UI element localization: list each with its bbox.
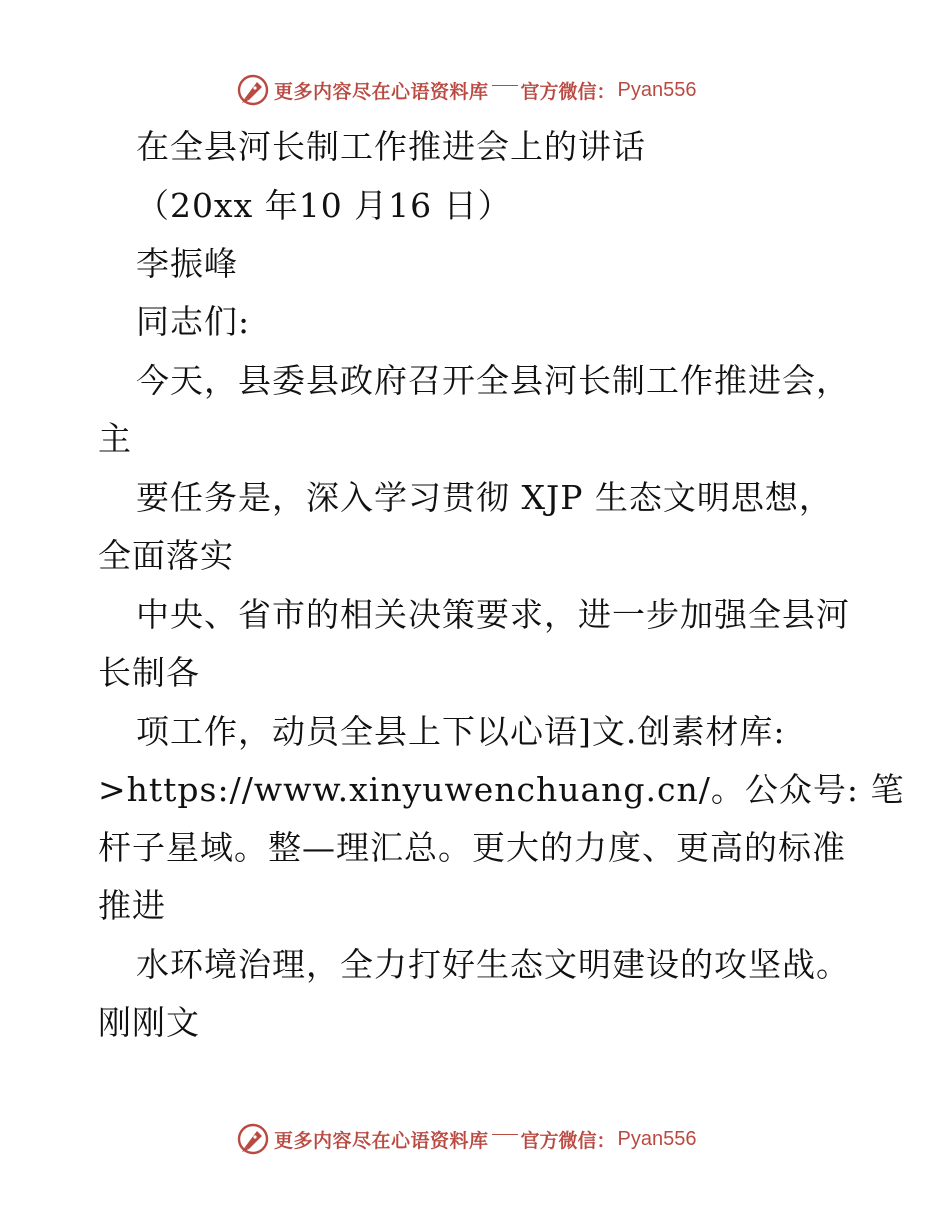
body-line: >https://www.xinyuwenchuang.cn/。公众号: 笔 (98, 770, 905, 809)
watermark-contact-label: 官方微信： (520, 80, 616, 103)
body-line: 要任务是，深入学习贯彻 XJP 生态文明思想， (136, 478, 833, 517)
body-line: 水环境治理，全力打好生态文明建设的攻坚战。 (136, 945, 850, 984)
document-date-text: （20xx 年10 月16 日） (136, 186, 512, 225)
body-line: 刚刚文 (98, 1003, 200, 1042)
watermark-dash (492, 85, 518, 86)
watermark-dash (492, 1134, 518, 1135)
body-line: 主 (98, 419, 132, 458)
body-line: 全面落实 (98, 536, 234, 575)
document-salutation: 同志们: (136, 302, 251, 341)
document-author: 李振峰 (136, 244, 238, 283)
watermark-contact-id: Pyan556 (617, 78, 697, 101)
watermark-banner-bottom (236, 1121, 697, 1157)
watermark-contact-id: Pyan556 (617, 1127, 697, 1150)
body-line: 推进 (98, 886, 166, 925)
watermark-banner-top (236, 72, 697, 108)
body-line: 长制各 (98, 653, 200, 692)
watermark-contact-label: 官方微信： (520, 1129, 616, 1152)
pen-nib-logo-icon (236, 1122, 270, 1156)
body-line: 项工作，动员全县上下以心语]文.创素材库: (136, 712, 786, 751)
document-title: 在全县河长制工作推进会上的讲话 (136, 127, 646, 166)
pen-nib-logo-icon (236, 73, 270, 107)
document-date (136, 186, 512, 226)
watermark-text: 更多内容尽在心语资料库 (274, 1129, 489, 1152)
body-line: 今天，县委县政府召开全县河长制工作推进会， (136, 361, 850, 400)
watermark-text: 更多内容尽在心语资料库 (274, 80, 489, 103)
body-line: 中央、省市的相关决策要求，进一步加强全县河 (136, 595, 850, 634)
body-line: 杆子星域。整—理汇总。更大的力度、更高的标准 (98, 828, 846, 867)
